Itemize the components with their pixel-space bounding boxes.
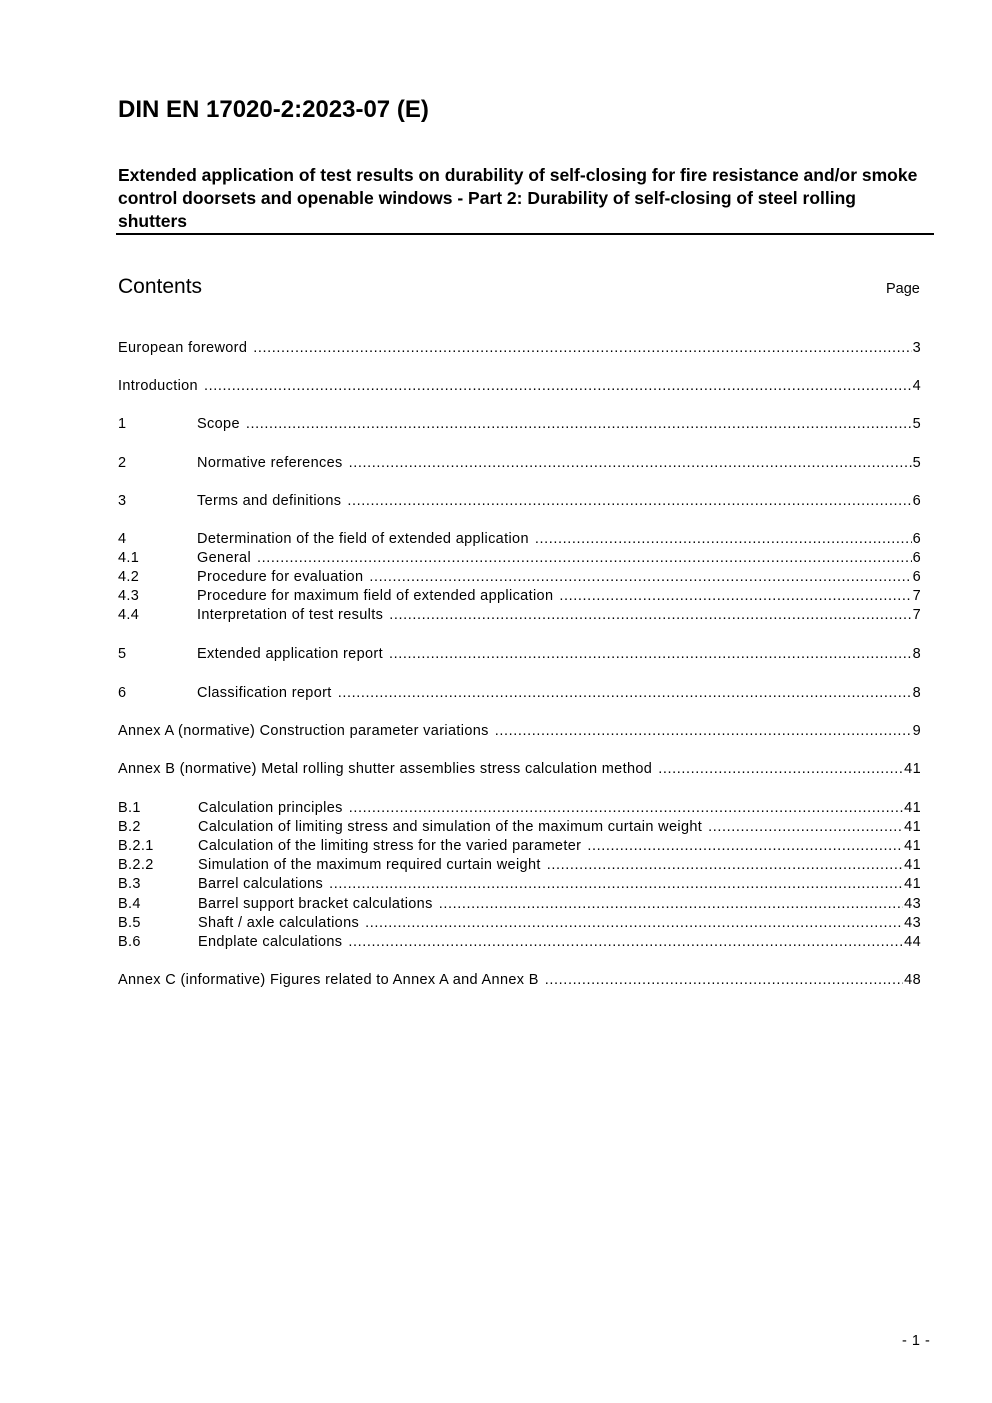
toc-entry-annex-b[interactable] <box>118 760 921 779</box>
toc-leader-dots <box>587 837 903 856</box>
toc-entry-page: 43 <box>904 915 921 931</box>
title-divider <box>116 233 934 235</box>
toc-leader-dots <box>547 856 903 875</box>
toc-entry-title: Calculation of limiting stress and simulation of the maximum curtain weight <box>198 819 703 835</box>
toc-entry-page: 41 <box>904 838 921 854</box>
toc-leader-dots <box>257 549 912 568</box>
toc-entry-page: 8 <box>912 646 921 662</box>
toc-entry-page: 6 <box>912 531 921 547</box>
toc-entry-title: Endplate calculations <box>198 934 343 950</box>
toc-entry-extended-application-report[interactable] <box>118 645 921 664</box>
toc-leader-dots <box>347 492 911 511</box>
toc-entry-number: B.5 <box>118 915 141 931</box>
toc-entry-page: 6 <box>912 493 921 509</box>
toc-entry-number: B.4 <box>118 896 141 912</box>
toc-entry-title: European foreword <box>118 340 248 356</box>
toc-entry-title: Shaft / axle calculations <box>198 915 360 931</box>
toc-entry-title: Annex C (informative) Figures related to Annex A and Annex B <box>118 972 539 988</box>
toc-entry-page: 41 <box>904 857 921 873</box>
toc-entry-b22-maximum-curtain-weight[interactable] <box>118 856 921 875</box>
toc-entry-page: 5 <box>912 416 921 432</box>
toc-entry-page: 3 <box>912 340 921 356</box>
toc-entry-page: 41 <box>904 819 921 835</box>
document-title: Extended application of test results on durability of self-closing for fire resistance and/or smoke control doorsets and openable windows - Part 2: Durability of self-closing of steel rolling shutters <box>118 165 918 231</box>
toc-entry-title: Interpretation of test results <box>197 607 384 623</box>
toc-entry-page: 43 <box>904 896 921 912</box>
toc-entry-title: Normative references <box>197 455 343 471</box>
toc-entry-number: 2 <box>118 455 127 471</box>
toc-entry-title: Barrel calculations <box>198 876 324 892</box>
toc-entry-title: Scope <box>197 416 240 432</box>
toc-entry-title: Barrel support bracket calculations <box>198 896 433 912</box>
toc-entry-page: 7 <box>912 588 921 604</box>
toc-leader-dots <box>439 895 903 914</box>
toc-entry-page: 6 <box>912 550 921 566</box>
toc-entry-title: Procedure for evaluation <box>197 569 364 585</box>
toc-entry-title: Procedure for maximum field of extended application <box>197 588 554 604</box>
toc-entry-page: 41 <box>904 761 921 777</box>
toc-leader-dots <box>246 415 912 434</box>
toc-entry-b4-barrel-support-bracket[interactable] <box>118 895 921 914</box>
toc-leader-dots <box>338 684 912 703</box>
toc-entry-page: 41 <box>904 876 921 892</box>
toc-leader-dots <box>349 454 912 473</box>
toc-leader-dots <box>389 645 912 664</box>
toc-entry-classification-report[interactable] <box>118 684 921 703</box>
toc-entry-number: B.2 <box>118 819 141 835</box>
toc-leader-dots <box>559 587 911 606</box>
toc-entry-interpretation-of-test-results[interactable] <box>118 606 921 625</box>
toc-entry-title: General <box>197 550 252 566</box>
toc-entry-page: 7 <box>912 607 921 623</box>
toc-entry-determination-of-field[interactable] <box>118 530 921 549</box>
toc-leader-dots <box>535 530 912 549</box>
toc-entry-page: 6 <box>912 569 921 585</box>
toc-entry-number: B.3 <box>118 876 141 892</box>
toc-entry-b3-barrel-calculations[interactable] <box>118 875 921 894</box>
toc-leader-dots <box>253 339 911 358</box>
toc-leader-dots <box>329 875 903 894</box>
toc-entry-title: Determination of the field of extended application <box>197 531 529 547</box>
toc-entry-number: 1 <box>118 416 127 432</box>
toc-entry-title: Classification report <box>197 685 332 701</box>
toc-leader-dots <box>495 722 912 741</box>
toc-entry-procedure-for-evaluation[interactable] <box>118 568 921 587</box>
toc-entry-page: 5 <box>912 455 921 471</box>
page-number: - 1 - <box>902 1333 931 1349</box>
contents-heading: Contents <box>118 275 203 298</box>
toc-entry-general[interactable] <box>118 549 921 568</box>
toc-entry-procedure-for-maximum-field[interactable] <box>118 587 921 606</box>
toc-entry-b6-endplate[interactable] <box>118 933 921 952</box>
toc-entry-page: 48 <box>904 972 921 988</box>
toc-entry-introduction[interactable] <box>118 377 921 396</box>
toc-entry-number: 4.2 <box>118 569 140 585</box>
toc-entry-title: Extended application report <box>197 646 383 662</box>
toc-leader-dots <box>369 568 911 587</box>
toc-entry-number: 4 <box>118 531 127 547</box>
toc-entry-title: Annex A (normative) Construction parameter variations <box>118 723 489 739</box>
toc-entry-title: Calculation of the limiting stress for the varied parameter <box>198 838 582 854</box>
toc-entry-title: Calculation principles <box>198 800 343 816</box>
toc-entry-title: Introduction <box>118 378 198 394</box>
toc-entry-page: 44 <box>904 934 921 950</box>
toc-leader-dots <box>658 760 903 779</box>
toc-leader-dots <box>348 933 903 952</box>
toc-entry-number: 3 <box>118 493 127 509</box>
toc-entry-number: B.6 <box>118 934 141 950</box>
toc-entry-b1-calculation-principles[interactable] <box>118 799 921 818</box>
toc-leader-dots <box>204 377 912 396</box>
toc-leader-dots <box>349 799 903 818</box>
toc-entry-title: Annex B (normative) Metal rolling shutter assemblies stress calculation method <box>118 761 653 777</box>
toc-entry-number: B.2.2 <box>118 857 154 873</box>
document-id: DIN EN 17020-2:2023-07 (E) <box>118 96 429 123</box>
toc-entry-number: 4.3 <box>118 588 140 604</box>
toc-entry-b2-limiting-stress[interactable] <box>118 818 921 837</box>
toc-entry-scope[interactable] <box>118 415 921 434</box>
toc-leader-dots <box>545 971 903 990</box>
toc-entry-number: B.1 <box>118 800 141 816</box>
toc-entry-annex-c[interactable] <box>118 971 921 990</box>
toc-leader-dots <box>389 606 911 625</box>
toc-entry-number: 6 <box>118 685 127 701</box>
toc-leader-dots <box>708 818 903 837</box>
toc-entry-page: 4 <box>912 378 921 394</box>
toc-entry-normative-references[interactable] <box>118 454 921 473</box>
toc-entry-european-foreword[interactable] <box>118 339 921 358</box>
toc-entry-number: 4.1 <box>118 550 140 566</box>
toc-entry-b21-limiting-stress-varied[interactable] <box>118 837 921 856</box>
page-column-heading: Page <box>886 281 920 297</box>
toc-entry-number: 4.4 <box>118 607 140 623</box>
toc-entry-page: 9 <box>912 723 921 739</box>
toc-leader-dots <box>365 914 903 933</box>
toc-entry-number: B.2.1 <box>118 838 154 854</box>
toc-entry-number: 5 <box>118 646 127 662</box>
toc-entry-page: 41 <box>904 800 921 816</box>
toc-entry-page: 8 <box>912 685 921 701</box>
toc-entry-annex-a[interactable] <box>118 722 921 741</box>
toc-entry-b5-shaft-axle[interactable] <box>118 914 921 933</box>
toc-entry-title: Simulation of the maximum required curtain weight <box>198 857 541 873</box>
toc-entry-title: Terms and definitions <box>197 493 342 509</box>
toc-entry-terms-and-definitions[interactable] <box>118 492 921 511</box>
